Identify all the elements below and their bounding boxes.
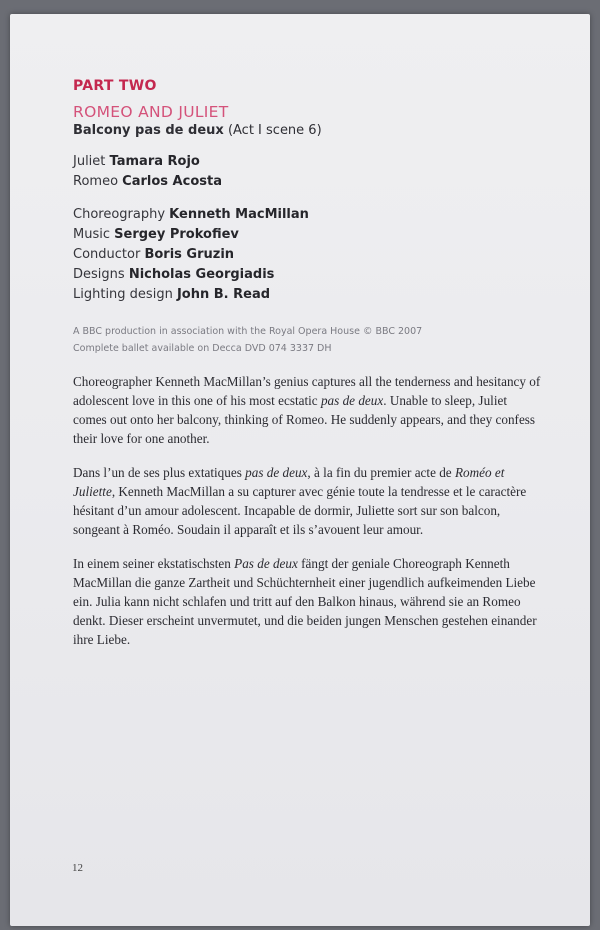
cast-name: Carlos Acosta (122, 174, 222, 189)
text-run: fängt der geniale Choreograph Kenneth MacMillan die ganze Zartheit und Schüchternheit einer jugendlich aufkeimenden Liebe ein. Julia kann nicht schlafen und tritt auf den Balkon hinaus, während sie an Romeo denkt. Dieser erscheint unvermutet, und die beiden jungen Menschen gestehen einander ihre Liebe. (73, 556, 537, 647)
work-title: ROMEO AND JULIET (73, 103, 229, 121)
synopsis-french (73, 463, 543, 539)
credit-role: Choreography (73, 207, 166, 222)
production-note-line: A BBC production in association with the Royal Opera House © BBC 2007 (73, 326, 423, 337)
page-number: 12 (72, 862, 83, 874)
credit-role: Music (73, 227, 110, 242)
production-note (73, 323, 543, 357)
credit-role: Designs (73, 267, 125, 282)
text-run: Dans l’un de ses plus extatiques (73, 465, 246, 480)
italic-run: pas de deux (320, 393, 384, 408)
credit-role: Lighting design (73, 287, 173, 302)
subtitle-detail: (Act I scene 6) (227, 123, 322, 138)
cast-name: Tamara Rojo (109, 154, 200, 169)
part-label: PART TWO (73, 78, 157, 94)
cast-role: Juliet (73, 154, 106, 169)
credit-name: Kenneth MacMillan (169, 207, 309, 222)
text-run: Choreographer Kenneth MacMillan’s genius captures all the tenderness and hesitancy of adolescent love in this one of his most ecstatic (73, 374, 541, 408)
credit-role: Conductor (73, 247, 141, 262)
credit-row (73, 265, 543, 285)
synopsis-english (73, 372, 543, 448)
credit-name: John B. Read (176, 287, 271, 302)
credit-row (73, 225, 543, 245)
page-content (73, 78, 543, 649)
text-run: In einem seiner ekstatischsten (73, 556, 235, 571)
subtitle-name: Balcony pas de deux (73, 123, 224, 138)
text-run: , Kenneth MacMillan a su capturer avec génie toute la tendresse et le caractère hésitant d’un amour adolescent. Incapable de dormir, Juliette sort sur son balcon, songeant à Roméo. Soudain il apparaît et ils s’avouent leur amour. (73, 484, 527, 537)
credit-row (73, 245, 543, 265)
text-run: , à la fin du premier acte de (307, 465, 455, 480)
text-run: . Unable to sleep, Juliet comes out onto her balcony, thinking of Romeo. He suddenly appears, and they confess their love for one another. (73, 393, 536, 446)
cast-list (73, 152, 543, 192)
credit-row (73, 205, 543, 225)
production-note-line: Complete ballet available on Decca DVD 074 3337 DH (73, 343, 332, 354)
synopsis-german (73, 554, 543, 649)
cast-role: Romeo (73, 174, 119, 189)
italic-run: Roméo et Juliette (73, 465, 505, 499)
credit-name: Nicholas Georgiadis (128, 267, 275, 282)
credits-list (73, 205, 543, 305)
credit-name: Sergey Prokofiev (114, 227, 239, 242)
credit-row (73, 285, 543, 305)
work-subtitle (73, 123, 543, 138)
credit-name: Boris Gruzin (144, 247, 235, 262)
italic-run: pas de deux (245, 465, 308, 480)
cast-row (73, 152, 543, 172)
cast-row (73, 172, 543, 192)
booklet-page (10, 14, 590, 926)
italic-run: Pas de deux (234, 556, 298, 571)
